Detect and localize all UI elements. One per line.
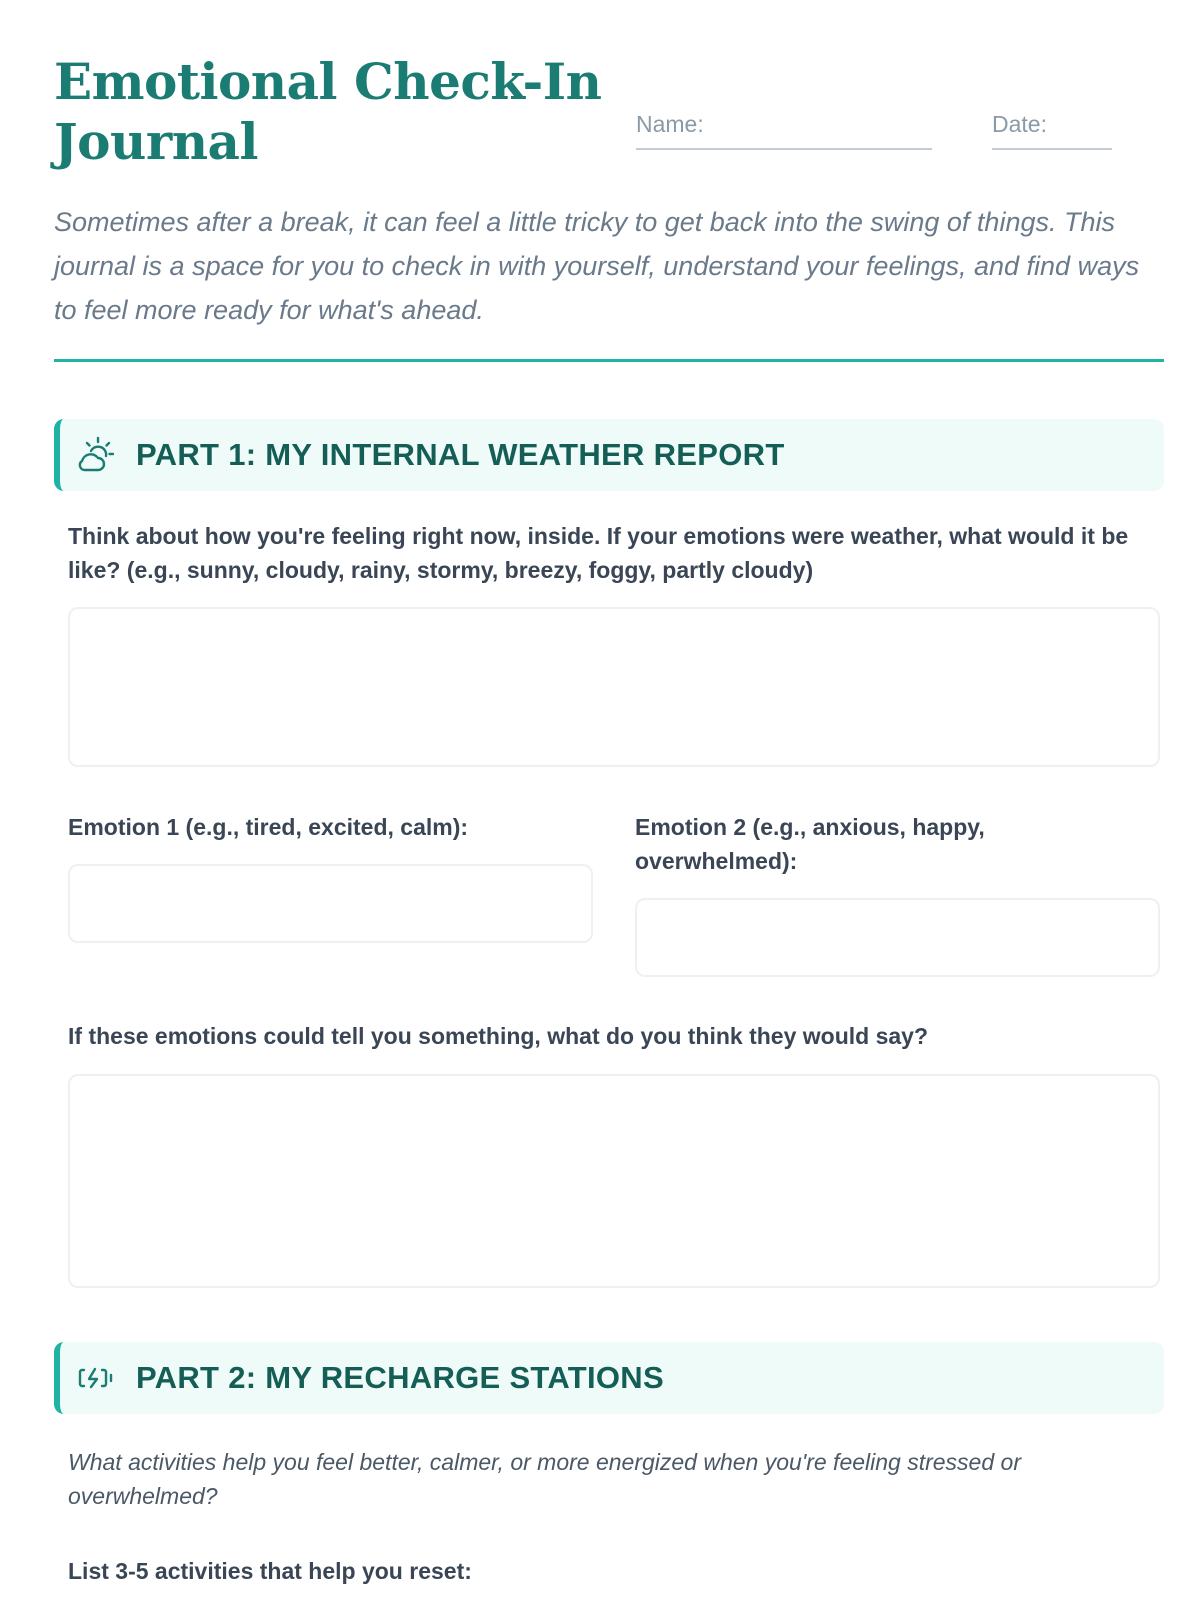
battery-charging-icon [76,1358,116,1398]
weather-answer-box[interactable] [68,607,1160,767]
title-line-2: Journal [54,112,258,171]
page-header [54,52,1154,182]
intro-text: Sometimes after a break, it can feel a little tricky to get back into the swing of things. This journal is a space for you to check in with yourself, understand your feelings, and find ways to feel more ready for what's ahead. [54,207,1140,325]
part2-section-header [54,1342,1164,1414]
emotion1-input[interactable] [68,864,593,943]
name-line[interactable] [636,148,932,150]
emotion-message-answer-box[interactable] [68,1074,1160,1288]
emotion2-input[interactable] [635,898,1160,977]
name-label: Name: [636,111,704,137]
part2-title: PART 2: MY RECHARGE STATIONS [136,1360,664,1395]
date-label: Date: [992,111,1047,137]
page-title [54,52,614,172]
title-line-1: Emotional Check-In [54,52,602,111]
activities-list-prompt: List 3-5 activities that help you reset: [68,1558,472,1584]
emotion2-label: Emotion 2 (e.g., anxious, happy, overwhelmed): [635,814,985,874]
weather-prompt: Think about how you're feeling right now, inside. If your emotions were weather, what would it be like? (e.g., sunny, cloudy, rainy, stormy, breezy, foggy, partly cloudy) [68,523,1129,583]
date-line[interactable] [992,148,1112,150]
recharge-question: What activities help you feel better, calmer, or more energized when you're feeling stressed or overwhelmed? [68,1449,1021,1509]
header-divider [54,359,1164,362]
date-field[interactable] [992,110,1112,150]
emotion-message-prompt: If these emotions could tell you something, what do you think they would say? [68,1023,929,1049]
part1-section-header [54,419,1164,491]
emotion1-label: Emotion 1 (e.g., tired, excited, calm): [68,814,469,840]
name-field[interactable] [636,110,932,150]
part1-title: PART 1: MY INTERNAL WEATHER REPORT [136,437,785,472]
cloud-sun-icon [76,435,116,475]
